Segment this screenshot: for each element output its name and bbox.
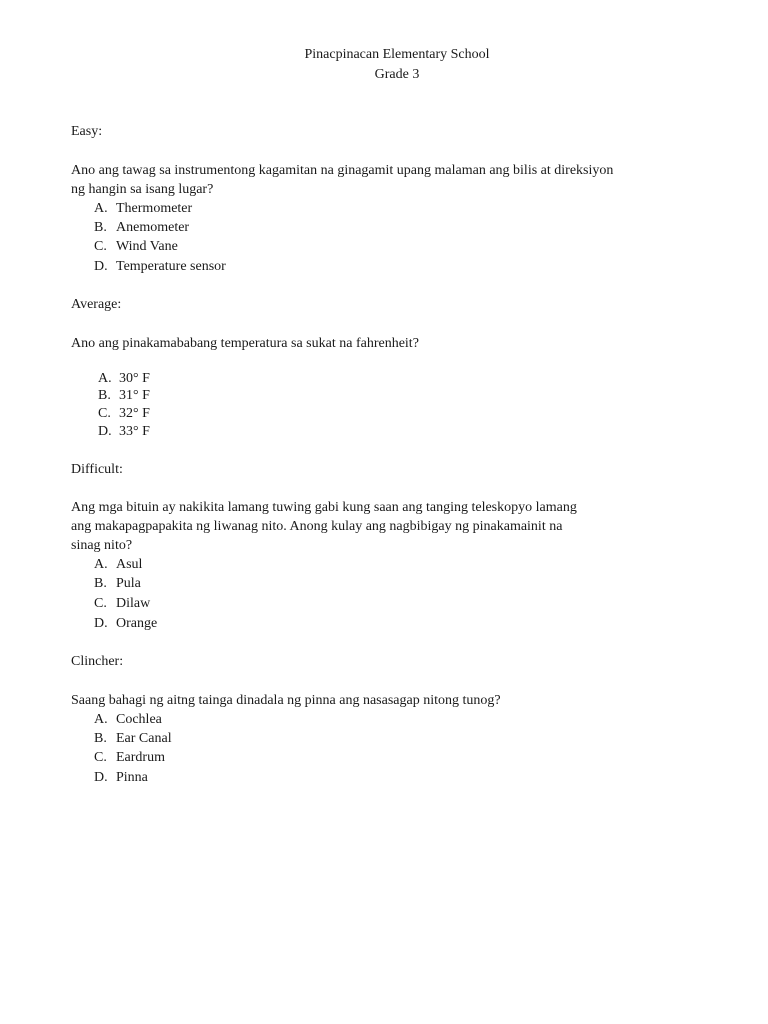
option-clincher-b <box>94 729 172 749</box>
option-letter: D. <box>94 616 108 631</box>
option-easy-d <box>94 257 226 277</box>
question-easy-line-2: ng hangin sa isang lugar? <box>71 182 214 197</box>
option-letter: A. <box>94 557 108 572</box>
question-difficult-line-2: ang makapagpapakita ng liwanag nito. Anong kulay ang nagbibigay ng pinakamainit na <box>71 519 563 534</box>
option-letter: B. <box>94 220 107 235</box>
option-text: Anemometer <box>116 220 190 235</box>
option-text: Cochlea <box>116 712 162 727</box>
grade-level: Grade 3 <box>374 67 420 82</box>
question-difficult-line-1: Ang mga bituin ay nakikita lamang tuwing gabi kung saan ang tanging teleskopyo lamang <box>71 500 577 515</box>
option-text: 33° F <box>119 424 150 439</box>
option-letter: A. <box>94 712 108 727</box>
option-text: Wind Vane <box>116 239 178 254</box>
option-text: Dilaw <box>116 596 151 611</box>
option-letter: C. <box>94 596 107 611</box>
question-clincher-line-1: Saang bahagi ng aitng tainga dinadala ng pinna ang nasasagap nitong tunog? <box>71 693 501 708</box>
question-easy-line-1: Ano ang tawag sa instrumentong kagamitan na ginagamit upang malaman ang bilis at direksiyon <box>71 163 614 178</box>
section-label-easy: Easy: <box>71 124 103 139</box>
option-difficult-a <box>94 555 142 575</box>
option-letter: B. <box>94 731 107 746</box>
option-easy-a <box>94 199 192 219</box>
section-label-clincher: Clincher: <box>71 654 124 669</box>
option-letter: C. <box>94 239 107 254</box>
option-letter: C. <box>98 406 111 421</box>
option-average-d <box>98 422 150 442</box>
option-difficult-c <box>94 594 150 614</box>
option-text: Ear Canal <box>116 731 172 746</box>
option-text: Temperature sensor <box>116 259 226 274</box>
section-label-difficult: Difficult: <box>71 462 123 477</box>
option-clincher-d <box>94 768 148 788</box>
option-text: 32° F <box>119 406 150 421</box>
option-letter: D. <box>94 259 108 274</box>
option-letter: D. <box>94 770 108 785</box>
option-text: Pula <box>116 576 141 591</box>
option-letter: A. <box>94 201 108 216</box>
option-average-c <box>98 404 150 424</box>
option-text: Thermometer <box>116 201 193 216</box>
option-letter: A. <box>98 371 112 386</box>
option-text: Pinna <box>116 770 148 785</box>
question-average-line-1: Ano ang pinakamababang temperatura sa sukat na fahrenheit? <box>71 336 419 351</box>
option-text: Orange <box>116 616 158 631</box>
option-clincher-c <box>94 748 165 768</box>
school-name: Pinacpinacan Elementary School <box>304 47 490 62</box>
option-letter: B. <box>94 576 107 591</box>
option-letter: C. <box>94 750 107 765</box>
question-difficult-line-3: sinag nito? <box>71 538 133 553</box>
option-average-b <box>98 386 150 406</box>
option-easy-c <box>94 237 178 257</box>
option-difficult-b <box>94 574 141 594</box>
option-text: 31° F <box>119 388 150 403</box>
option-letter: B. <box>98 388 111 403</box>
option-text: Asul <box>116 557 143 572</box>
section-label-average: Average: <box>71 297 122 312</box>
option-letter: D. <box>98 424 112 439</box>
option-text: Eardrum <box>116 750 165 765</box>
option-clincher-a <box>94 710 162 730</box>
option-difficult-d <box>94 614 157 634</box>
option-text: 30° F <box>119 371 150 386</box>
option-easy-b <box>94 218 189 238</box>
